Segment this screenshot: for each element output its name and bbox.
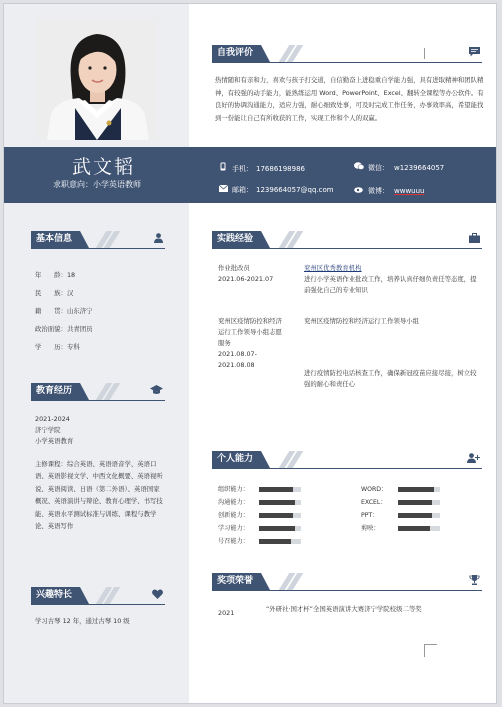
practice-org: 兖州区优秀教育机构 [304, 264, 362, 272]
ability-level-bar [259, 500, 301, 505]
field-label: 学 历： [35, 343, 67, 351]
field-label: 籍 贯： [35, 307, 67, 315]
education-major: 小学英语教育 [35, 437, 74, 445]
ability-label: PPT： [361, 512, 379, 519]
self-eval-text: 热情随和有亲和力，喜欢与孩子打交道，自信勤奋上进稳重自学能力强，具有进取精神和团队精神，有较强的动手能力，能熟练运用 Word、PowerPoint、Excel、翻转全课程等办公软件。有良好的协调沟通能力，适应力强，耐心细致处事，可及时完成工作任务，办事效率高，希望能找到一份能让自己有所收获的工作，实现工作和个人的双赢。 [215, 76, 484, 122]
ability-row [218, 497, 348, 510]
ability-label: 剪映： [361, 525, 380, 532]
ability-row [361, 484, 481, 497]
ability-level-fill [259, 513, 293, 518]
hobbies-section-header [31, 587, 165, 605]
weibo-info [354, 185, 425, 196]
practice-section-header [212, 231, 482, 249]
ability-level-bar [259, 487, 301, 492]
ability-level-fill [398, 526, 430, 531]
practice-item-1-detail [304, 263, 479, 296]
field-value: 汉 [66, 289, 74, 297]
ability-level-fill [259, 526, 295, 531]
wechat-info [354, 162, 444, 173]
education-period: 2021-2024 [35, 415, 70, 423]
practice-item-1-meta [218, 263, 298, 285]
basic-info-list [35, 266, 185, 356]
practice-item-2-desc: 进行疫情防控电话核查工作，确保新冠疫苗应接尽接，树立较强的耐心和责任心 [304, 369, 477, 388]
education-content [35, 414, 165, 532]
ability-level-fill [259, 500, 295, 505]
wechat-value: w1239664057 [394, 164, 445, 172]
ability-level-bar [259, 539, 301, 544]
basic-row-hometown [35, 302, 185, 320]
ability-row [361, 523, 481, 536]
heart-icon [152, 589, 163, 602]
ability-level-bar [398, 526, 440, 531]
ability-list-right [361, 484, 481, 536]
ability-row [218, 536, 348, 549]
mail-icon [218, 185, 228, 194]
awards-title: 奖项荣誉 [212, 573, 261, 590]
graduation-cap-icon [150, 385, 163, 398]
ability-row [361, 497, 481, 510]
ability-level-fill [398, 513, 432, 518]
user-plus-icon [467, 453, 480, 466]
ability-label: 沟通能力： [218, 499, 249, 506]
ability-list-left [218, 484, 348, 549]
comment-icon [469, 47, 480, 60]
ability-level-fill [259, 487, 293, 492]
practice-date: 2021.08.07-2021.08.08 [218, 350, 257, 369]
phone-info [218, 162, 305, 174]
award-year: 2021 [218, 609, 235, 617]
email-info [218, 185, 334, 195]
wechat-icon [354, 162, 364, 172]
awards-section-header [212, 573, 482, 591]
practice-title: 实践经验 [212, 231, 261, 248]
email-label: 邮箱： [232, 186, 253, 194]
ability-label: 号召能力： [218, 538, 249, 545]
field-value: 山东济宁 [66, 307, 93, 315]
education-courses: 主修课程：综合英语、英语语音学、英语口语、英语影视文学、中西文化概要、英语视听说、英语阅读、日语（第二外语）、英语国家概况、英语演讲与辩论、教育心理学、书写技能、英语水平测试标准与训练、课程与教学论、英语写作 [35, 460, 163, 531]
award-text: “外研社·国才杯”全国英语演讲大赛济宁学院校级二等奖 [266, 605, 422, 613]
field-label: 政治面貌： [35, 325, 67, 333]
ability-level-bar [398, 513, 440, 518]
trophy-icon [469, 575, 480, 588]
practice-desc: 进行小学英语作业批改工作，培养认真仔细负责任等态度，提前强化自己的专业知识 [304, 275, 477, 294]
field-label: 民 族： [35, 289, 67, 297]
weibo-value: wwwuuu [394, 187, 425, 195]
phone-icon [218, 162, 228, 173]
resume-page [4, 4, 496, 703]
practice-role: 作业批改员 [218, 264, 250, 272]
education-school: 济宁学院 [35, 426, 61, 434]
email-value[interactable]: 1239664057@qq.com [256, 186, 334, 194]
ability-row [218, 523, 348, 536]
basic-row-ethnicity [35, 284, 185, 302]
ability-level-fill [398, 487, 434, 492]
self-eval-title: 自我评价 [212, 45, 261, 62]
weibo-icon [354, 185, 364, 195]
ability-level-bar [398, 500, 440, 505]
self-eval-section-header [212, 45, 482, 63]
profile-photo [37, 18, 158, 140]
ability-row [361, 510, 481, 523]
ability-label: EXCEL： [361, 499, 387, 506]
job-intention: 求职意向：小学英语教师 [53, 180, 141, 189]
corner-mark [424, 644, 437, 657]
hobbies-title: 兴趣特长 [31, 587, 80, 604]
ability-label: 创新能力： [218, 512, 249, 519]
basic-info-section-header [31, 231, 165, 249]
wechat-label: 微信： [368, 164, 389, 172]
ability-level-bar [398, 487, 440, 492]
phone-label: 手机： [232, 165, 253, 173]
ability-label: WORD： [361, 486, 388, 493]
basic-row-degree [35, 338, 185, 356]
basic-row-politics [35, 320, 185, 338]
ability-level-fill [398, 500, 432, 505]
education-title: 教育经历 [31, 383, 80, 400]
briefcase-icon [469, 233, 480, 246]
field-value: 18 [66, 271, 76, 279]
corner-mark [424, 48, 425, 59]
ability-level-bar [259, 526, 301, 531]
practice-role: 兖州区疫情防控和经济运行工作领导小组志愿服务 [218, 317, 282, 347]
ability-label: 组织能力： [218, 486, 249, 493]
practice-org: 兖州区疫情防控和经济运行工作领导小组 [304, 317, 420, 325]
abilities-title: 个人能力 [212, 451, 261, 468]
weibo-label: 微博： [368, 187, 389, 195]
user-icon [154, 233, 163, 246]
ability-row [218, 484, 348, 497]
basic-row-age [35, 266, 185, 284]
ability-label: 学习能力： [218, 525, 249, 532]
field-value: 专科 [66, 343, 80, 351]
education-section-header [31, 383, 165, 401]
ability-row [218, 510, 348, 523]
practice-item-2-meta [218, 316, 284, 371]
basic-info-title: 基本信息 [31, 231, 80, 248]
abilities-section-header [212, 451, 482, 469]
ability-level-bar [259, 513, 301, 518]
field-label: 年 龄： [35, 271, 67, 279]
practice-item-2-org [304, 316, 479, 327]
hobbies-text: 学习古琴 12 年，通过古琴 10 级 [35, 617, 130, 625]
ability-level-fill [259, 539, 291, 544]
phone-value: 17686198986 [256, 165, 305, 173]
candidate-name: 武文韬 [72, 156, 136, 178]
practice-date: 2021.06-2021.07 [218, 275, 274, 283]
field-value: 共青团员 [66, 325, 93, 333]
